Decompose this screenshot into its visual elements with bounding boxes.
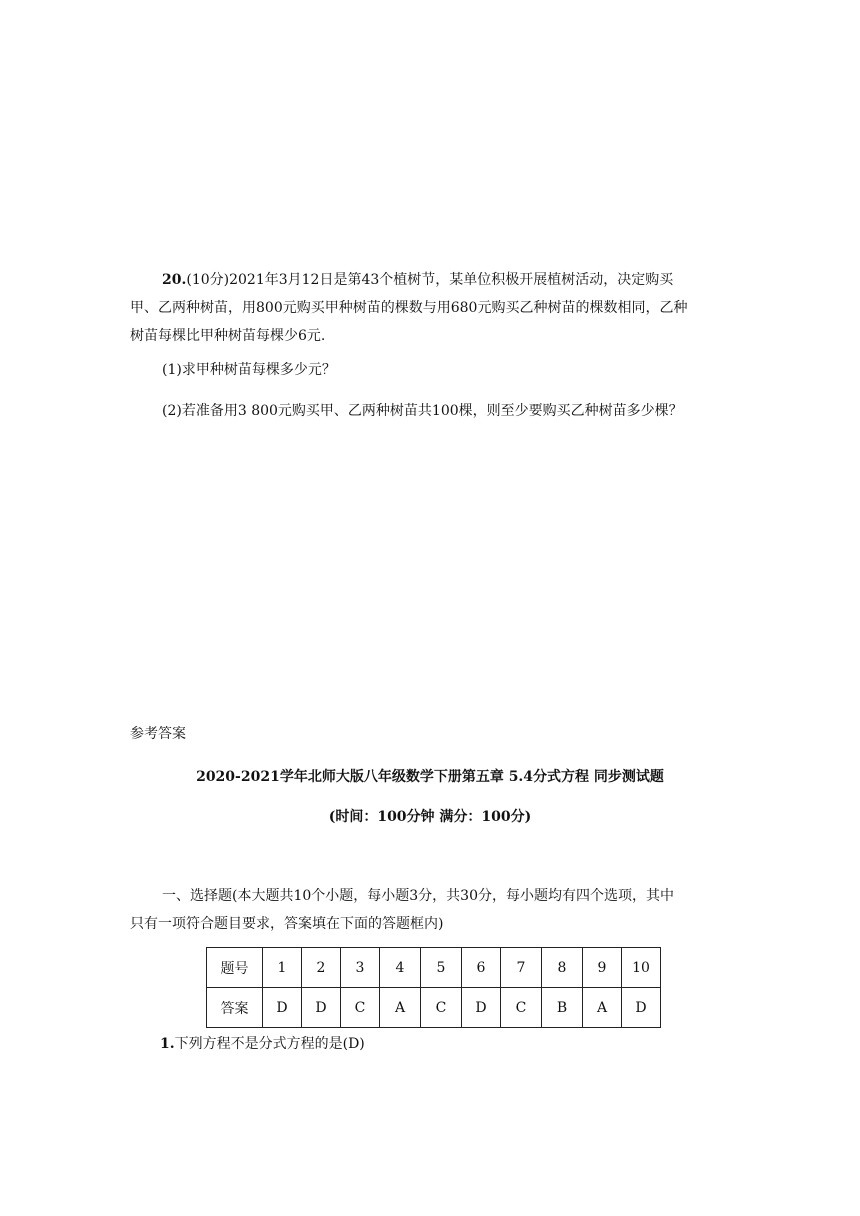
question-20-line2: 甲、乙两种树苗，用800元购买甲种树苗的棵数与用680元购买乙种树苗的棵数相同，乙种 <box>130 300 688 316</box>
table-row-answers <box>207 988 661 1028</box>
table-cell: B <box>542 988 583 1028</box>
table-cell: 7 <box>501 948 542 988</box>
table-header-cell: 答案 <box>207 988 263 1028</box>
table-cell: 3 <box>341 948 380 988</box>
section-line2: 只有一项符合题目要求，答案填在下面的答题框内) <box>130 916 444 932</box>
question-1-text: 下列方程不是分式方程的是(D) <box>174 1036 365 1052</box>
question-20 <box>130 266 740 350</box>
table-cell: 8 <box>542 948 583 988</box>
table-cell: 1 <box>263 948 302 988</box>
table-row-numbers <box>207 948 661 988</box>
section-line1: 一、选择题(本大题共10个小题，每小题3分，共30分，每小题均有四个选项，其中 <box>162 888 674 904</box>
question-1 <box>160 1033 365 1053</box>
table-cell: C <box>501 988 542 1028</box>
page-subtitle: (时间：100分钟 满分：100分) <box>328 809 532 825</box>
table-cell: A <box>583 988 622 1028</box>
page-title: 2020-2021学年北师大版八年级数学下册第五章 5.4分式方程 同步测试题 <box>196 769 664 785</box>
table-cell: 4 <box>380 948 421 988</box>
question-20-line3: 树苗每棵比甲种树苗每棵少6元. <box>130 328 326 344</box>
table-cell: 9 <box>583 948 622 988</box>
table-cell: D <box>622 988 661 1028</box>
table-cell: C <box>421 988 462 1028</box>
question-20-line1 <box>130 266 740 294</box>
table-header-cell: 题号 <box>207 948 263 988</box>
question-20-part1: (1)求甲种树苗每棵多少元？ <box>162 362 336 378</box>
answer-table <box>206 947 661 1028</box>
question-number: 1. <box>160 1036 175 1052</box>
question-number: 20. <box>162 272 187 288</box>
reference-answer-label: 参考答案 <box>130 726 186 742</box>
table-cell: 10 <box>622 948 661 988</box>
table-cell: 2 <box>302 948 341 988</box>
section-choice-instructions <box>130 882 742 938</box>
table-cell: 6 <box>462 948 501 988</box>
question-20-text: (10分)2021年3月12日是第43个植树节，某单位积极开展植树活动，决定购买 <box>186 272 674 288</box>
table-cell: D <box>263 988 302 1028</box>
question-20-part2: (2)若准备用3 800元购买甲、乙两种树苗共100棵，则至少要购买乙种树苗多少棵？ <box>162 403 683 419</box>
table-cell: C <box>341 988 380 1028</box>
table-cell: D <box>302 988 341 1028</box>
table-cell: A <box>380 988 421 1028</box>
table-cell: 5 <box>421 948 462 988</box>
table-cell: D <box>462 988 501 1028</box>
